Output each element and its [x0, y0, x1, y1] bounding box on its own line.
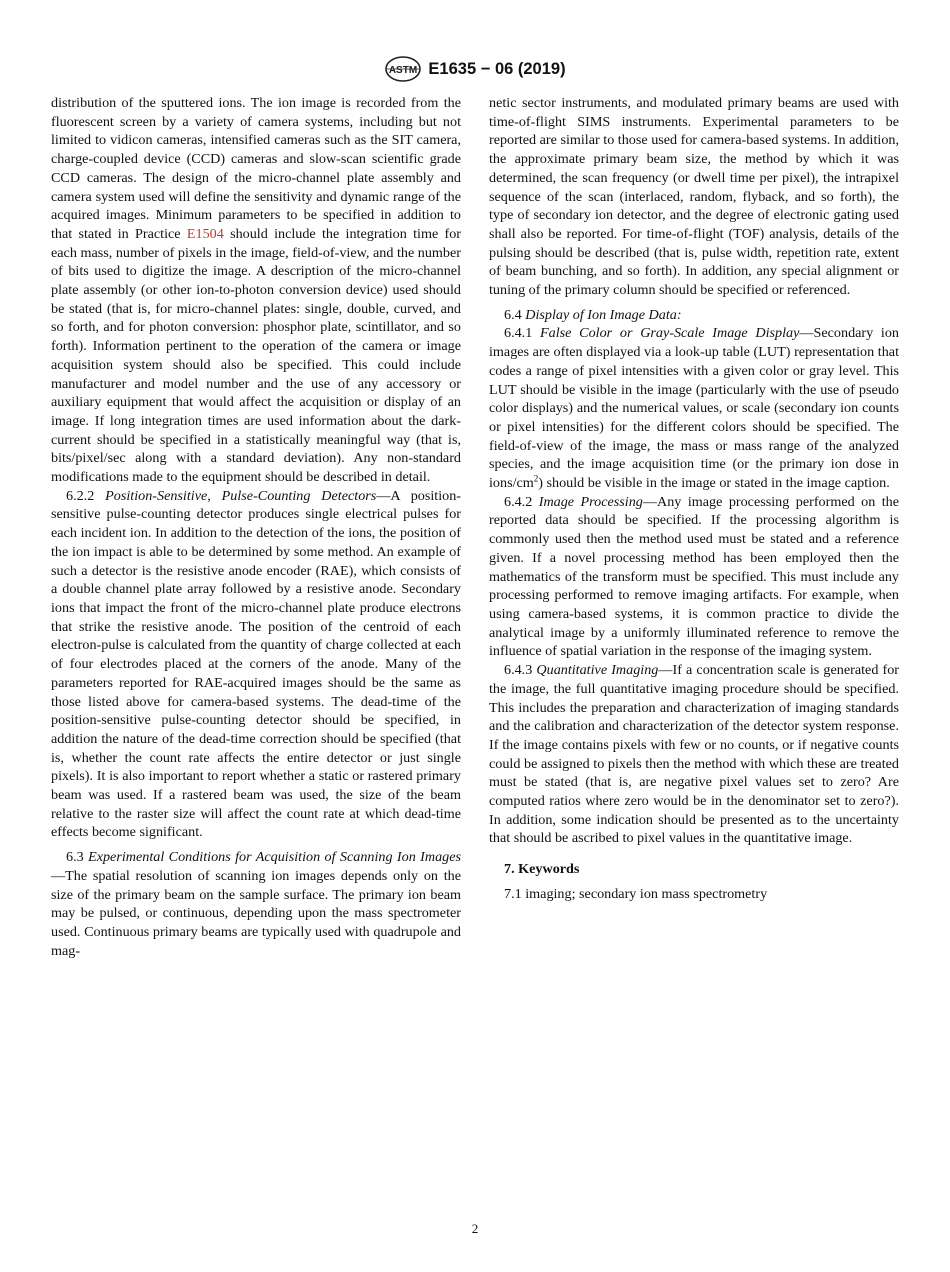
section-body: —The spatial resolution of scanning ion images depends only on the size of the primary beam on the sample surface. The primary ion beam may be pulsed, or continuous, depending upon the mass spectrometer used. Continuous primary beams are typically used with quadrupole and mag-: [51, 867, 461, 959]
paragraph-text-2: should include the integration time for each mass, number of pixels in the image, field-of-view, and the number of bits used to digitize the image. A description of the micro-channel plate assembly (or other ion-to-photon conversion device) used should be stated (that is, for micro-channel plates: single, double, curved, and so forth, and for photon conversion: phosphor plate, scintillator, and so forth). Information pertinent to the operation of the camera or image acquisition system should also be specified. This could include manufacturer and model number and the use of any accessory or auxiliary equipment that would affect the acquisition or display of an image. If long integration times are used information about the dark-current should be specified in a statistically meaningful way (that is, bits/pixel/sec along with a standard deviation). Any non-standard modifications made to the equipment should be described in detail.: [51, 225, 461, 486]
section-title: Quantitative Imaging: [536, 662, 659, 679]
page-header: [0, 56, 950, 84]
section-6-4: [489, 306, 899, 325]
section-number: 7.1: [504, 885, 522, 902]
section-number: 6.3: [66, 849, 84, 866]
paragraph-text: distribution of the sputtered ions. The ion image is recorded from the fluorescent screen by a variety of camera systems, including but not limited to vidicon cameras, intensified cameras such as the SIT camera, charge-coupled device (CCD) cameras and slow-scan scientific grade CCD cameras. The design of the micro-channel plate assembly and camera system used will define the sensitivity and dynamic range of the acquired images. Minimum parameters to be specified in addition to that stated in Practice: [51, 95, 461, 242]
superscript: 2: [533, 473, 539, 484]
standard-designation: E1635 − 06 (2019): [428, 59, 566, 78]
logo-lettering: ASTM: [389, 65, 418, 76]
section-title: Position-Sensitive, Pulse-Counting Detectors: [105, 487, 377, 504]
astm-logo-icon: [384, 56, 422, 82]
section-body: —If a concentration scale is generated for the image, the full quantitative imaging procedure should be specified. This includes the preparation and characterization of imaging standards and the calibration and characterization of the detector system response. If the image contains pixels with few or no counts, or if negative counts could be assigned to pixels then the method with which these are treated must be stated (that is, are negative pixel values set to zero? Are computed ratios where zero would be in the denominator set to zero?). In addition, some indication should be presented as to the uncertainty that should be ascribed to pixel values in the quantitative image.: [489, 662, 899, 847]
section-number: 6.4.2: [504, 493, 533, 510]
section-title: Experimental Conditions for Acquisition of Scanning Ion Images: [88, 849, 461, 866]
left-column: [51, 94, 461, 960]
paragraph-continued: [51, 94, 461, 487]
section-body: —A position-sensitive pulse-counting detector produces single electrical pulses for each incident ion. In addition to the detection of the ions, the position of the ion impact is able to be determined by some method. An example of such a detector is the resistive anode encoder (RAE), which consists of a double channel plate array followed by a resistive anode. Secondary ions that impact the front of the micro-channel plate produce electrons that strike the resistive anode. The position of the centroid of each electron-pulse is calculated from the quantity of charge collected at each of four electrodes placed at the corners of the anode. Many of the parameters reported for RAE-acquired images should be the same as those listed above for camera-based systems. The dead-time of the position-sensitive pulse-counting detector should be specified, in addition the nature of the dead-time correction should be specified (that is, whether the count rate affects the entire detector or just single pixels). It is also important to report whether a static or rastered primary beam was used. If a rastered beam was used, the size of the beam relative to the raster size will affect the count rate at which dead-time effects become significant.: [51, 487, 461, 841]
section-body: imaging; secondary ion mass spectrometry: [525, 885, 768, 902]
section-6-2-2: [51, 487, 461, 842]
section-number: 6.4.1: [504, 325, 533, 342]
section-7-1: [489, 885, 899, 904]
section-title: False Color or Gray-Scale Image Display: [540, 325, 800, 342]
section-title: Image Processing: [538, 493, 643, 510]
section-7-heading: 7. Keywords: [504, 861, 580, 878]
section-title: Display of Ion Image Data:: [525, 306, 682, 323]
section-number: 6.4.3: [504, 662, 533, 679]
section-body: —Secondary ion images are often displayed via a look-up table (LUT) representation that codes a range of pixel intensities with a given color or gray level. This LUT should be visible in the image (particularly with the use of pseudo color displays) and the numerical values, or scale (secondary ion counts or pixel intensities) for the different colors should be specified. The field-of-view of the image, the mass or mass range of the analyzed species, and the image acquisition time (or the primary ion dose in ions/cm: [489, 325, 899, 492]
section-body-2: ) should be visible in the image or stated in the image caption.: [538, 475, 890, 492]
section-body: —Any image processing performed on the reported data should be specified. If the processing algorithm is commonly used then the method used must be stated and a reference given. If a novel processing method has been employed then the mathematics of the transform must be specified. This must include any processing performed to remove imaging artifacts. For example, when using camera-based systems, it is common practice to divide the analytical image by a uniformly illuminated reference to remove the influence of spatial variation in the response of the imaging system.: [489, 493, 899, 660]
section-number: 6.2.2: [66, 487, 95, 504]
section-6-4-2: [489, 493, 899, 661]
page-number: 2: [471, 1221, 479, 1236]
right-column: [489, 94, 899, 904]
section-6-4-3: [489, 661, 899, 848]
practice-reference-link[interactable]: E1504: [186, 225, 224, 242]
section-number: 6.4: [504, 306, 522, 323]
section-6-4-1: [489, 324, 899, 492]
paragraph-continued: netic sector instruments, and modulated primary beams are used with time-of-flight SIMS instruments. Experimental parameters to be reported are similar to those used for camera-based systems. In addition, the approximate primary beam size, the method by which it was determined, the scan frequency (or dwell time per pixel), the intrapixel sequence of the scan (interlaced, random, flyback, and so forth), the type of secondary ion detector, and the degree of electronic gating used shall also be reported. For time-of-flight (TOF) analysis, details of the pulsing should be described (that is, pulse width, repetition rate, extent of beam bunching, and so forth). In addition, any special alignment or tuning of the primary column should be specified or referenced.: [489, 95, 899, 299]
section-6-3: [51, 848, 461, 960]
